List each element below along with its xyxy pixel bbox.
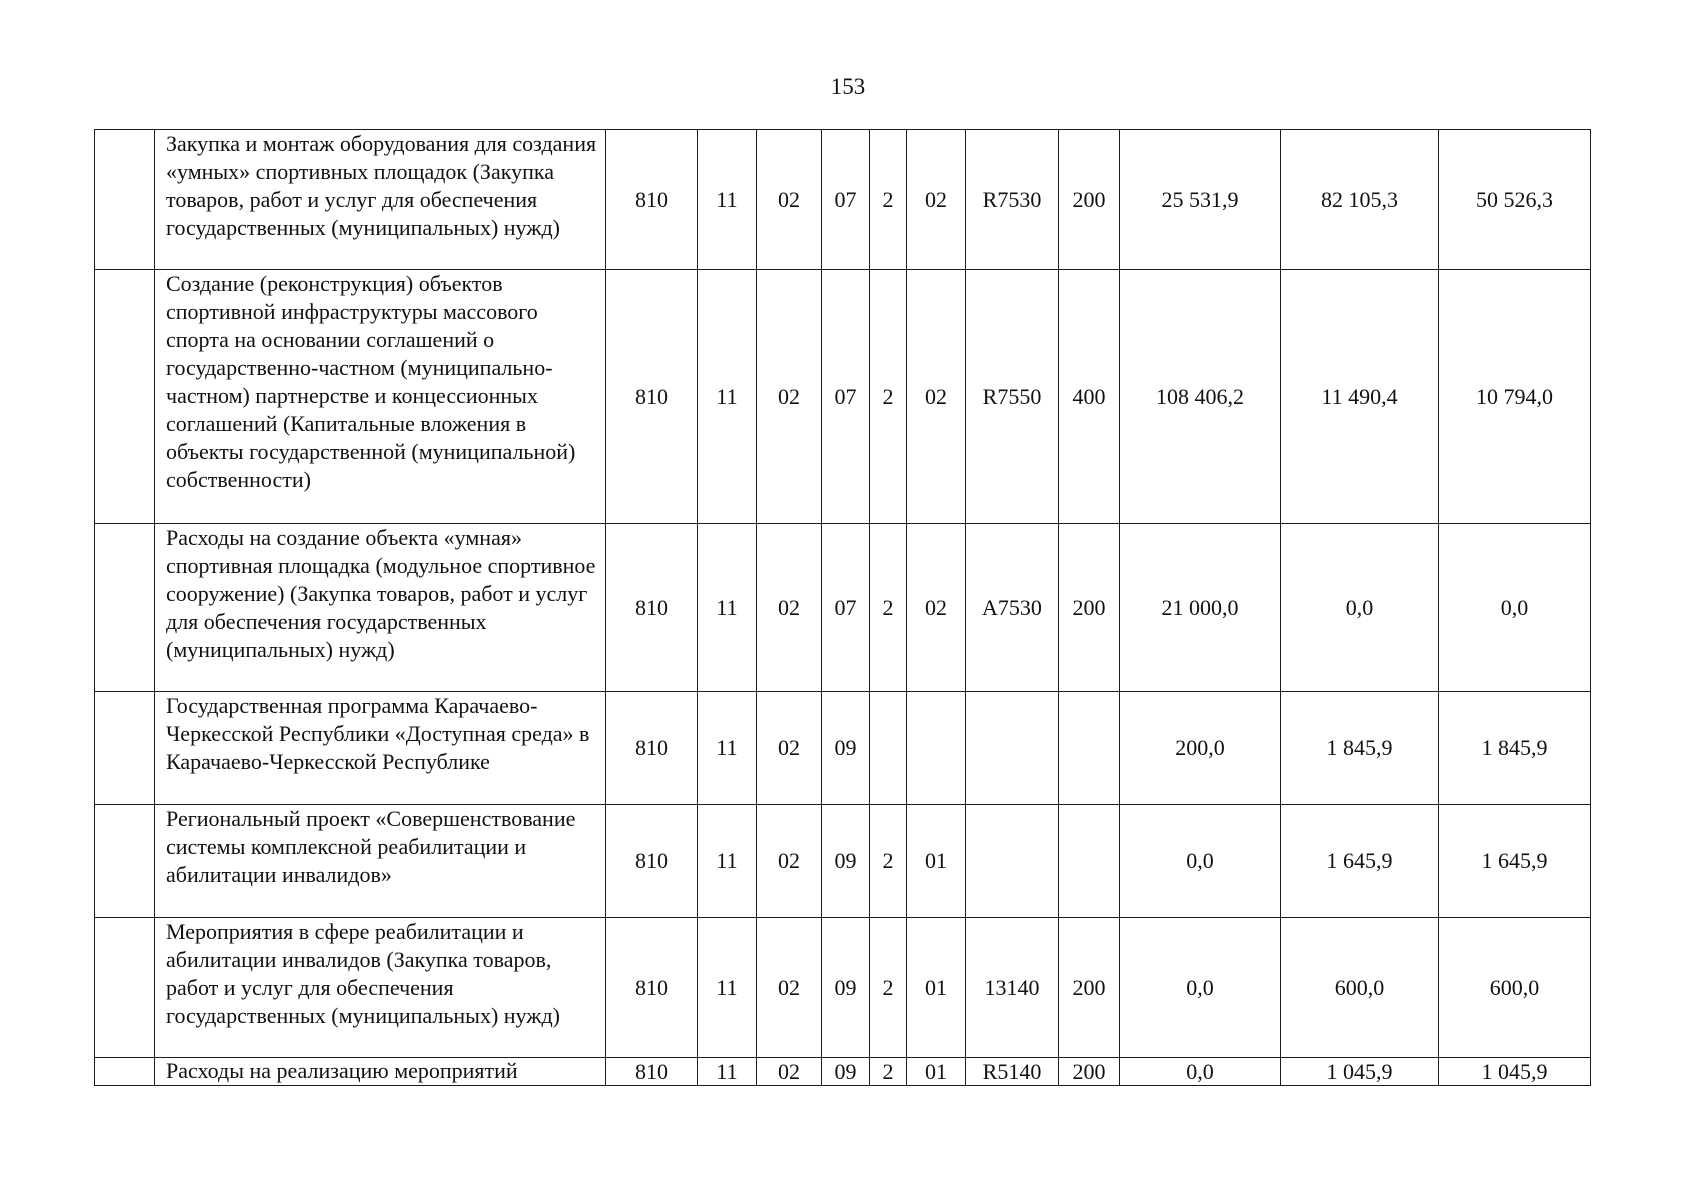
program-code: 07 bbox=[822, 524, 870, 692]
program-type-code: 2 bbox=[870, 805, 907, 918]
subsection-code: 02 bbox=[757, 130, 822, 270]
subprogram-code: 02 bbox=[907, 270, 966, 524]
item-name: Закупка и монтаж оборудования для создания «умных» спортивных площадок (Закупка товаров, работ и услуг для обеспечения государственных (муниципальных) нужд) bbox=[155, 130, 606, 270]
item-name: Расходы на реализацию мероприятий bbox=[155, 1058, 606, 1086]
program-code: 09 bbox=[822, 1058, 870, 1086]
section-code: 11 bbox=[698, 1058, 757, 1086]
table-row bbox=[95, 805, 1591, 918]
item-name: Создание (реконструкция) объектов спортивной инфраструктуры массового спорта на основании соглашений о государственно-частном (муниципально-частном) партнерстве и концессионных соглашений (Капитальные вложения в объекты государственной (муниципальной) собственности) bbox=[155, 270, 606, 524]
program-type-code: 2 bbox=[870, 130, 907, 270]
sum-year-1: 0,0 bbox=[1120, 805, 1281, 918]
ministry-code: 810 bbox=[606, 130, 698, 270]
sum-year-1: 0,0 bbox=[1120, 918, 1281, 1058]
sum-year-1: 200,0 bbox=[1120, 692, 1281, 805]
subsection-code: 02 bbox=[757, 524, 822, 692]
expense-type-code: 200 bbox=[1059, 918, 1120, 1058]
expense-type-code: 400 bbox=[1059, 270, 1120, 524]
subprogram-code: 01 bbox=[907, 918, 966, 1058]
direction-code bbox=[966, 805, 1059, 918]
subsection-code: 02 bbox=[757, 692, 822, 805]
direction-code: 13140 bbox=[966, 918, 1059, 1058]
sum-year-2: 0,0 bbox=[1281, 524, 1439, 692]
expense-type-code bbox=[1059, 805, 1120, 918]
sum-year-3: 1 645,9 bbox=[1439, 805, 1591, 918]
item-name: Государственная программа Карачаево-Черкесской Республики «Доступная среда» в Карачаево-Черкесской Республике bbox=[155, 692, 606, 805]
ministry-code: 810 bbox=[606, 1058, 698, 1086]
table-row bbox=[95, 1058, 1591, 1086]
item-name: Мероприятия в сфере реабилитации и абилитации инвалидов (Закупка товаров, работ и услуг для обеспечения государственных (муниципальных) нужд) bbox=[155, 918, 606, 1058]
expense-type-code bbox=[1059, 692, 1120, 805]
direction-code: R5140 bbox=[966, 1058, 1059, 1086]
sum-year-1: 21 000,0 bbox=[1120, 524, 1281, 692]
item-name: Расходы на создание объекта «умная» спортивная площадка (модульное спортивное сооружение) (Закупка товаров, работ и услуг для обеспечения государственных (муниципальных) нужд) bbox=[155, 524, 606, 692]
number-cell bbox=[95, 1058, 155, 1086]
section-code: 11 bbox=[698, 524, 757, 692]
subsection-code: 02 bbox=[757, 270, 822, 524]
program-type-code bbox=[870, 692, 907, 805]
expense-type-code: 200 bbox=[1059, 130, 1120, 270]
sum-year-3: 1 845,9 bbox=[1439, 692, 1591, 805]
program-type-code: 2 bbox=[870, 270, 907, 524]
subprogram-code bbox=[907, 692, 966, 805]
table-row bbox=[95, 918, 1591, 1058]
section-code: 11 bbox=[698, 805, 757, 918]
sum-year-1: 25 531,9 bbox=[1120, 130, 1281, 270]
item-name: Региональный проект «Совершенствование системы комплексной реабилитации и абилитации инвалидов» bbox=[155, 805, 606, 918]
ministry-code: 810 bbox=[606, 270, 698, 524]
sum-year-3: 10 794,0 bbox=[1439, 270, 1591, 524]
table-row bbox=[95, 524, 1591, 692]
sum-year-2: 1 045,9 bbox=[1281, 1058, 1439, 1086]
ministry-code: 810 bbox=[606, 918, 698, 1058]
sum-year-3: 0,0 bbox=[1439, 524, 1591, 692]
program-code: 09 bbox=[822, 805, 870, 918]
sum-year-3: 1 045,9 bbox=[1439, 1058, 1591, 1086]
sum-year-2: 600,0 bbox=[1281, 918, 1439, 1058]
sum-year-2: 1 645,9 bbox=[1281, 805, 1439, 918]
ministry-code: 810 bbox=[606, 805, 698, 918]
sum-year-3: 50 526,3 bbox=[1439, 130, 1591, 270]
subprogram-code: 02 bbox=[907, 130, 966, 270]
sum-year-2: 1 845,9 bbox=[1281, 692, 1439, 805]
sum-year-3: 600,0 bbox=[1439, 918, 1591, 1058]
direction-code: А7530 bbox=[966, 524, 1059, 692]
program-code: 09 bbox=[822, 918, 870, 1058]
program-code: 07 bbox=[822, 270, 870, 524]
number-cell bbox=[95, 918, 155, 1058]
subsection-code: 02 bbox=[757, 918, 822, 1058]
program-type-code: 2 bbox=[870, 918, 907, 1058]
subprogram-code: 02 bbox=[907, 524, 966, 692]
section-code: 11 bbox=[698, 130, 757, 270]
sum-year-2: 11 490,4 bbox=[1281, 270, 1439, 524]
subsection-code: 02 bbox=[757, 805, 822, 918]
program-code: 09 bbox=[822, 692, 870, 805]
table-row bbox=[95, 270, 1591, 524]
page-number: 153 bbox=[830, 74, 866, 99]
subprogram-code: 01 bbox=[907, 1058, 966, 1086]
expense-type-code: 200 bbox=[1059, 1058, 1120, 1086]
budget-table bbox=[94, 129, 1591, 1086]
ministry-code: 810 bbox=[606, 524, 698, 692]
section-code: 11 bbox=[698, 270, 757, 524]
number-cell bbox=[95, 270, 155, 524]
section-code: 11 bbox=[698, 918, 757, 1058]
number-cell bbox=[95, 130, 155, 270]
section-code: 11 bbox=[698, 692, 757, 805]
direction-code: R7550 bbox=[966, 270, 1059, 524]
sum-year-1: 108 406,2 bbox=[1120, 270, 1281, 524]
program-type-code: 2 bbox=[870, 1058, 907, 1086]
direction-code: R7530 bbox=[966, 130, 1059, 270]
table-row bbox=[95, 130, 1591, 270]
direction-code bbox=[966, 692, 1059, 805]
table-row bbox=[95, 692, 1591, 805]
number-cell bbox=[95, 805, 155, 918]
number-cell bbox=[95, 524, 155, 692]
program-code: 07 bbox=[822, 130, 870, 270]
subsection-code: 02 bbox=[757, 1058, 822, 1086]
program-type-code: 2 bbox=[870, 524, 907, 692]
ministry-code: 810 bbox=[606, 692, 698, 805]
number-cell bbox=[95, 692, 155, 805]
subprogram-code: 01 bbox=[907, 805, 966, 918]
sum-year-2: 82 105,3 bbox=[1281, 130, 1439, 270]
expense-type-code: 200 bbox=[1059, 524, 1120, 692]
sum-year-1: 0,0 bbox=[1120, 1058, 1281, 1086]
